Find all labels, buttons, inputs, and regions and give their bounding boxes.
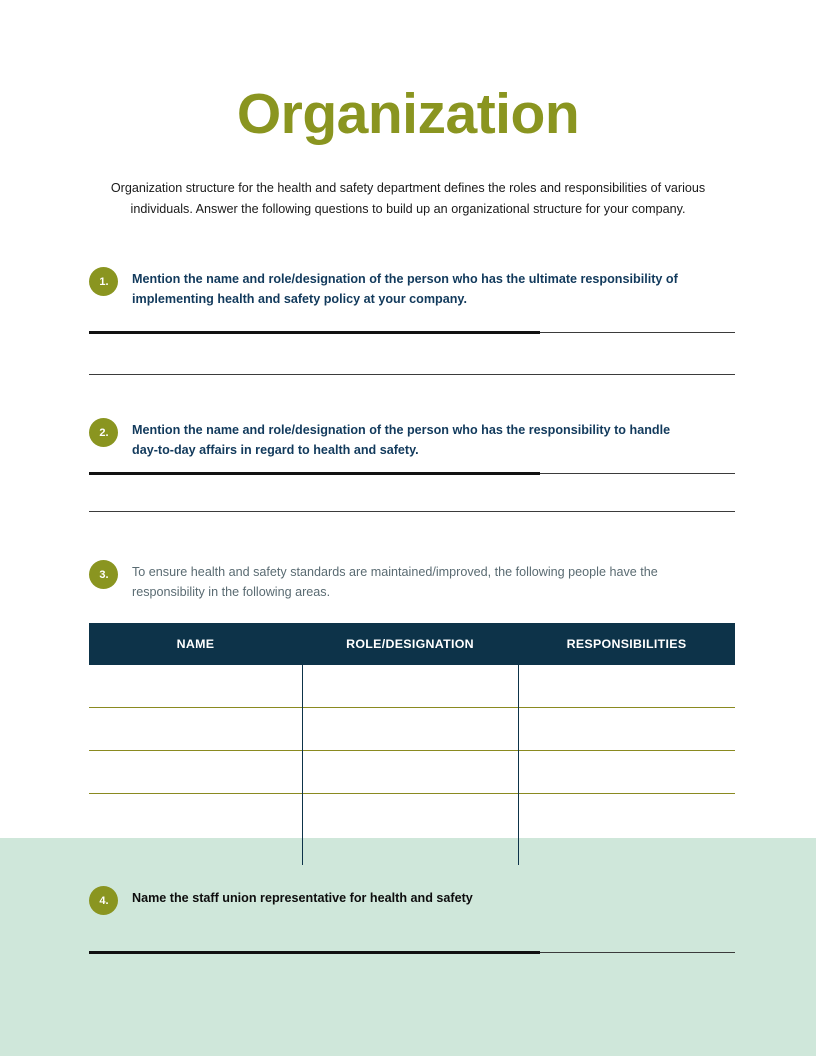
responsibilities-table-body bbox=[89, 665, 735, 838]
question-4-number: 4. bbox=[89, 886, 118, 915]
question-2-block bbox=[89, 418, 689, 468]
question-4-text: Name the staff union representative for health and safety bbox=[132, 891, 473, 905]
question-3-text: To ensure health and safety standards are maintained/improved, the following people have the responsibility in the following areas. bbox=[132, 565, 658, 599]
page-title: Organization bbox=[236, 82, 580, 146]
intro-paragraph: Organization structure for the health and safety department defines the roles and responsibilities of various individuals. Answer the following questions to build up an organizational structure for your company. bbox=[110, 181, 706, 216]
table-row-divider bbox=[89, 750, 735, 751]
question-1-block bbox=[89, 267, 689, 317]
question-4-block bbox=[89, 886, 689, 926]
question-2-text: Mention the name and role/designation of the person who has the responsibility to handle day-to-day affairs in regard to health and safety. bbox=[132, 423, 671, 457]
table-row-divider bbox=[89, 707, 735, 708]
column-header-role: ROLE/DESIGNATION bbox=[346, 637, 474, 651]
question-2-number: 2. bbox=[89, 418, 118, 447]
question-3-number: 3. bbox=[89, 560, 118, 589]
table-column-divider-2 bbox=[518, 665, 519, 865]
column-header-name: NAME bbox=[176, 637, 215, 651]
table-row-divider bbox=[89, 793, 735, 794]
question-3-block bbox=[89, 560, 689, 610]
question-1-text: Mention the name and role/designation of the person who has the ultimate responsibility of implementing health and safety policy at your company. bbox=[132, 272, 678, 306]
column-header-responsibilities: RESPONSIBILITIES bbox=[566, 637, 687, 651]
bottom-mint-panel bbox=[0, 838, 816, 1056]
question-1-number: 1. bbox=[89, 267, 118, 296]
table-column-divider-1 bbox=[302, 665, 303, 865]
responsibilities-table-header bbox=[89, 623, 735, 665]
